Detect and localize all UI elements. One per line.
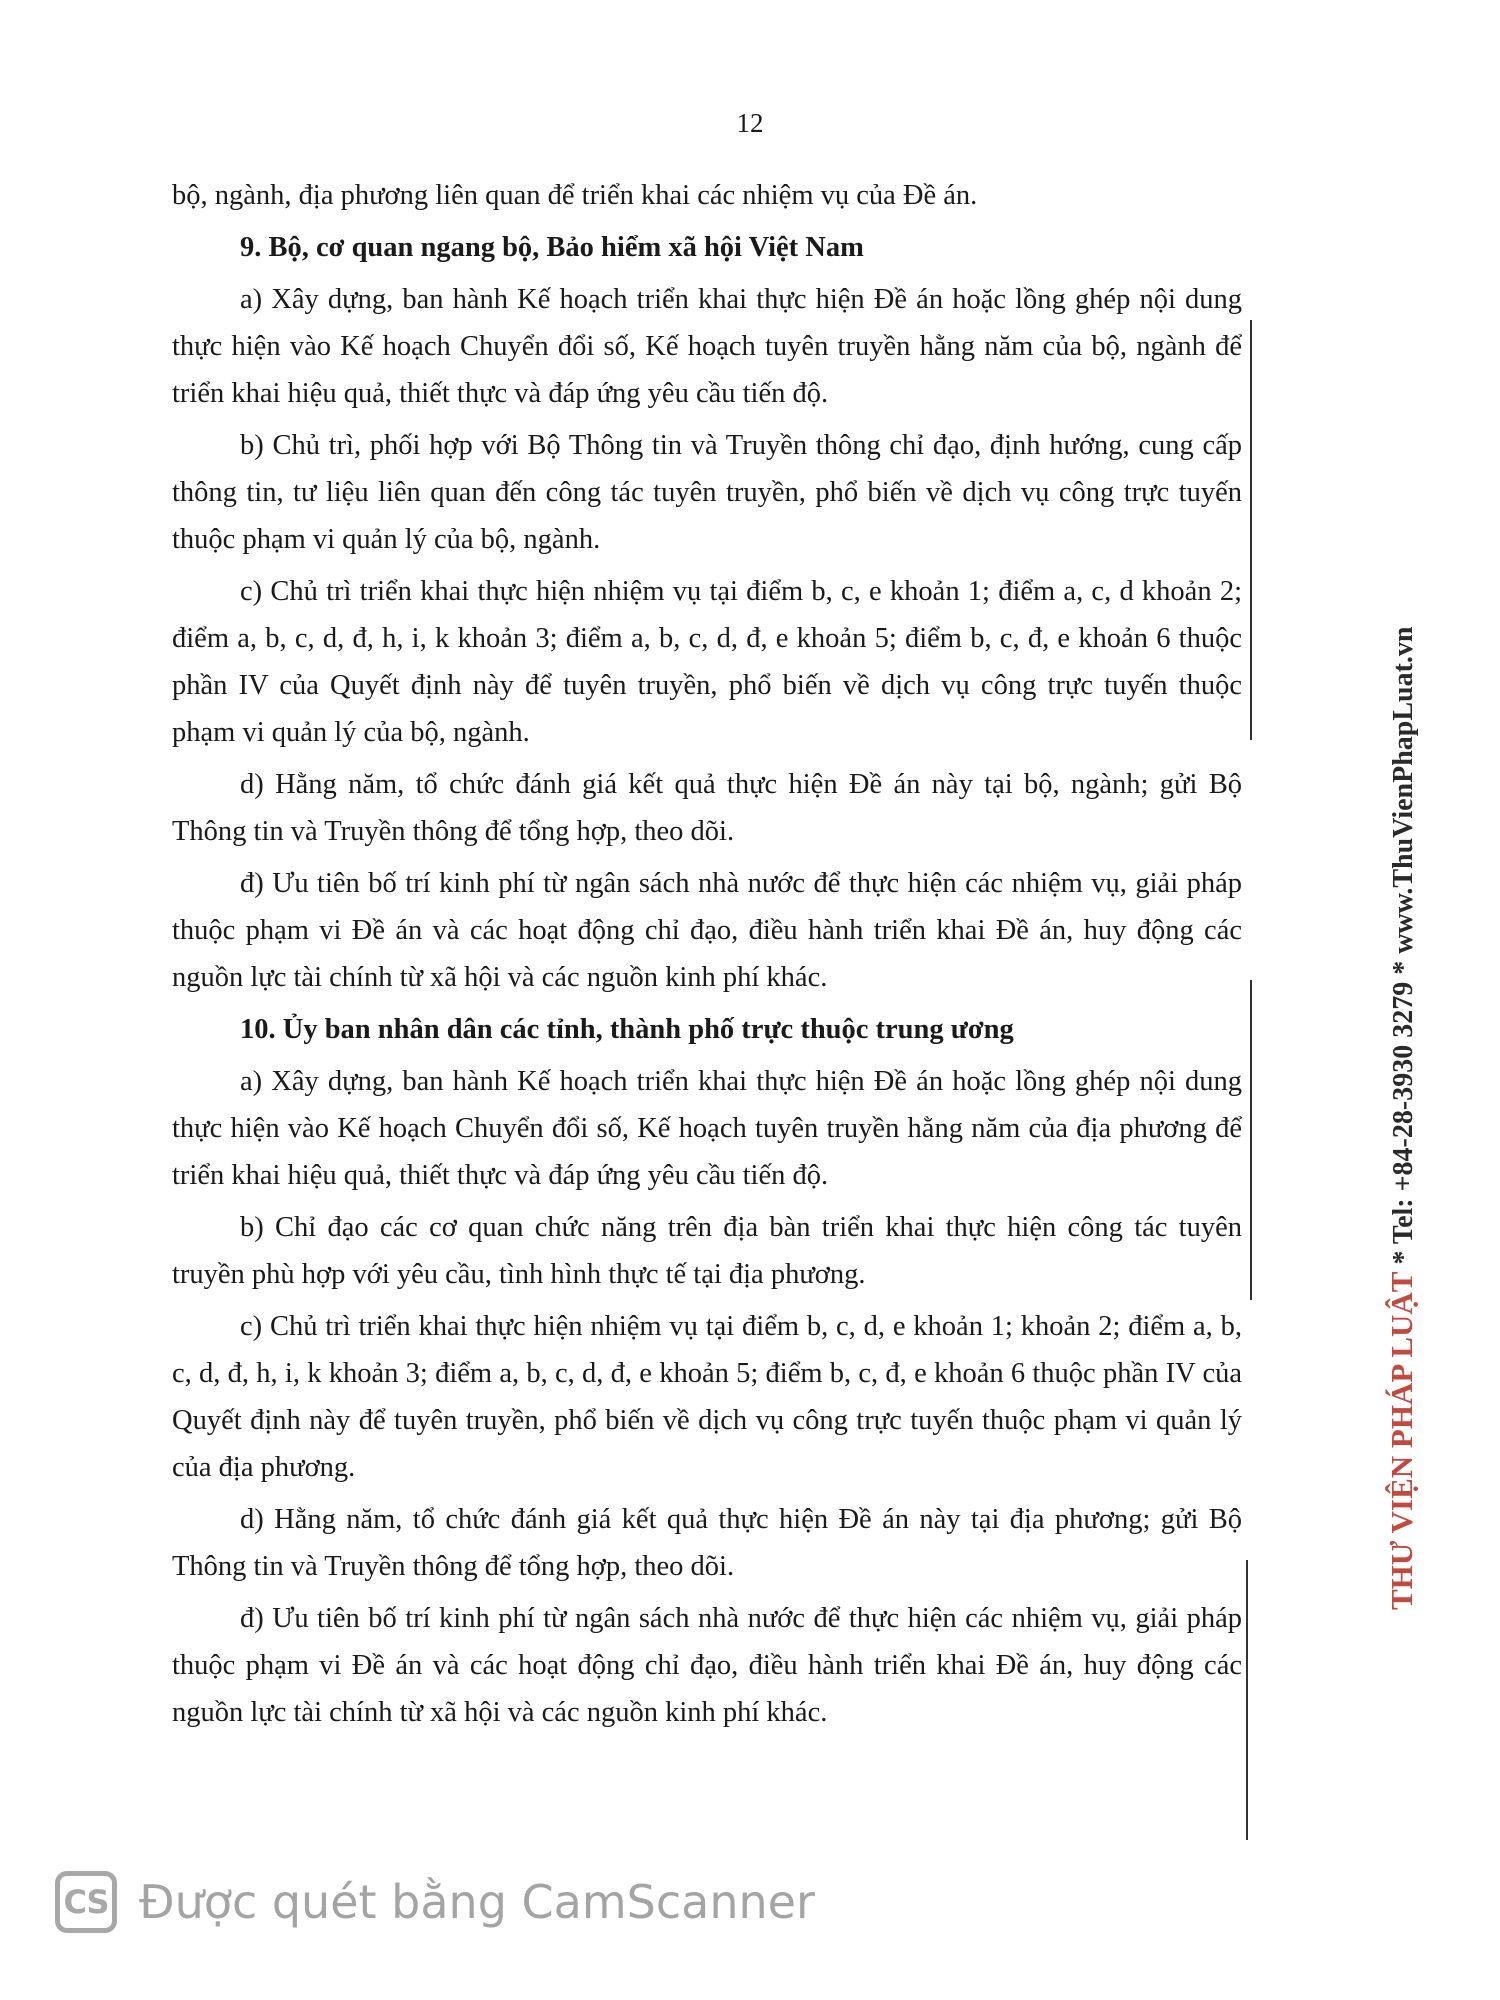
- side-watermark: [1384, 627, 1420, 1611]
- paragraph-9c: c) Chủ trì triển khai thực hiện nhiệm vụ tại điểm b, c, e khoản 1; điểm a, c, d khoản 2; điểm a, b, c, d, đ, h, i, k khoản 3; điểm a, b, c, d, đ, e khoản 5; điểm b, c, đ, e khoản 6 thuộc phần IV của Quyết định này để tuyên truyền, phổ biến về dịch vụ công trực tuyến thuộc phạm vi quản lý của bộ, ngành.: [172, 576, 1242, 748]
- section-heading-10: 10. Ủy ban nhân dân các tỉnh, thành phố trực thuộc trung ương: [240, 1014, 1014, 1045]
- camscanner-logo-icon: CS: [55, 1871, 117, 1933]
- paragraph-10a: a) Xây dựng, ban hành Kế hoạch triển khai thực hiện Đề án hoặc lồng ghép nội dung thực hiện vào Kế hoạch Chuyển đổi số, Kế hoạch tuyên truyền hằng năm của địa phương để triển khai hiệu quả, thiết thực và đáp ứng yêu cầu tiến độ.: [172, 1066, 1242, 1191]
- camscanner-text: Được quét bằng CamScanner: [139, 1875, 815, 1929]
- paragraph-9d: d) Hằng năm, tổ chức đánh giá kết quả thực hiện Đề án này tại bộ, ngành; gửi Bộ Thông tin và Truyền thông để tổng hợp, theo dõi.: [172, 769, 1242, 847]
- paragraph-continuation: bộ, ngành, địa phương liên quan để triển khai các nhiệm vụ của Đề án.: [172, 180, 978, 211]
- paragraph-10dd: đ) Ưu tiên bố trí kinh phí từ ngân sách nhà nước để thực hiện các nhiệm vụ, giải pháp thuộc phạm vi Đề án và các hoạt động chỉ đạo, điều hành triển khai Đề án, huy động các nguồn lực tài chính từ xã hội và các nguồn kinh phí khác.: [172, 1603, 1242, 1728]
- paragraph-10d: d) Hằng năm, tổ chức đánh giá kết quả thực hiện Đề án này tại địa phương; gửi Bộ Thông tin và Truyền thông để tổng hợp, theo dõi.: [172, 1504, 1242, 1582]
- scan-margin-line: [1250, 980, 1252, 1300]
- scan-margin-line: [1250, 320, 1252, 740]
- page-number: 12: [736, 108, 764, 138]
- watermark-brand: THƯ VIỆN PHÁP LUẬT: [1384, 1271, 1419, 1610]
- scan-margin-line: [1246, 1560, 1248, 1840]
- document-body: [172, 172, 1242, 1741]
- section-heading-9: 9. Bộ, cơ quan ngang bộ, Bảo hiểm xã hội Việt Nam: [240, 232, 864, 263]
- paragraph-10b: b) Chỉ đạo các cơ quan chức năng trên địa bàn triển khai thực hiện công tác tuyên truyền phù hợp với yêu cầu, tình hình thực tế tại địa phương.: [172, 1212, 1242, 1290]
- paragraph-9b: b) Chủ trì, phối hợp với Bộ Thông tin và Truyền thông chỉ đạo, định hướng, cung cấp thông tin, tư liệu liên quan đến công tác tuyên truyền, phổ biến về dịch vụ công trực tuyến thuộc phạm vi quản lý của bộ, ngành.: [172, 430, 1242, 555]
- camscanner-footer: [55, 1867, 815, 1937]
- paragraph-9dd: đ) Ưu tiên bố trí kinh phí từ ngân sách nhà nước để thực hiện các nhiệm vụ, giải pháp thuộc phạm vi Đề án và các hoạt động chỉ đạo, điều hành triển khai Đề án, huy động các nguồn lực tài chính từ xã hội và các nguồn kinh phí khác.: [172, 868, 1242, 993]
- paragraph-9a: a) Xây dựng, ban hành Kế hoạch triển khai thực hiện Đề án hoặc lồng ghép nội dung thực hiện vào Kế hoạch Chuyển đổi số, Kế hoạch tuyên truyền hằng năm của bộ, ngành để triển khai hiệu quả, thiết thực và đáp ứng yêu cầu tiến độ.: [172, 284, 1242, 409]
- paragraph-10c: c) Chủ trì triển khai thực hiện nhiệm vụ tại điểm b, c, d, e khoản 1; khoản 2; điểm a, b, c, d, đ, h, i, k khoản 3; điểm a, b, c, d, đ, e khoản 5; điểm b, c, đ, e khoản 6 thuộc phần IV của Quyết định này để tuyên truyền, phổ biến về dịch vụ công trực tuyến thuộc phạm vi quản lý của địa phương.: [172, 1311, 1242, 1483]
- watermark-contact: * Tel: +84-28-3930 3279 * www.ThuVienPhapLuat.vn: [1388, 626, 1419, 1265]
